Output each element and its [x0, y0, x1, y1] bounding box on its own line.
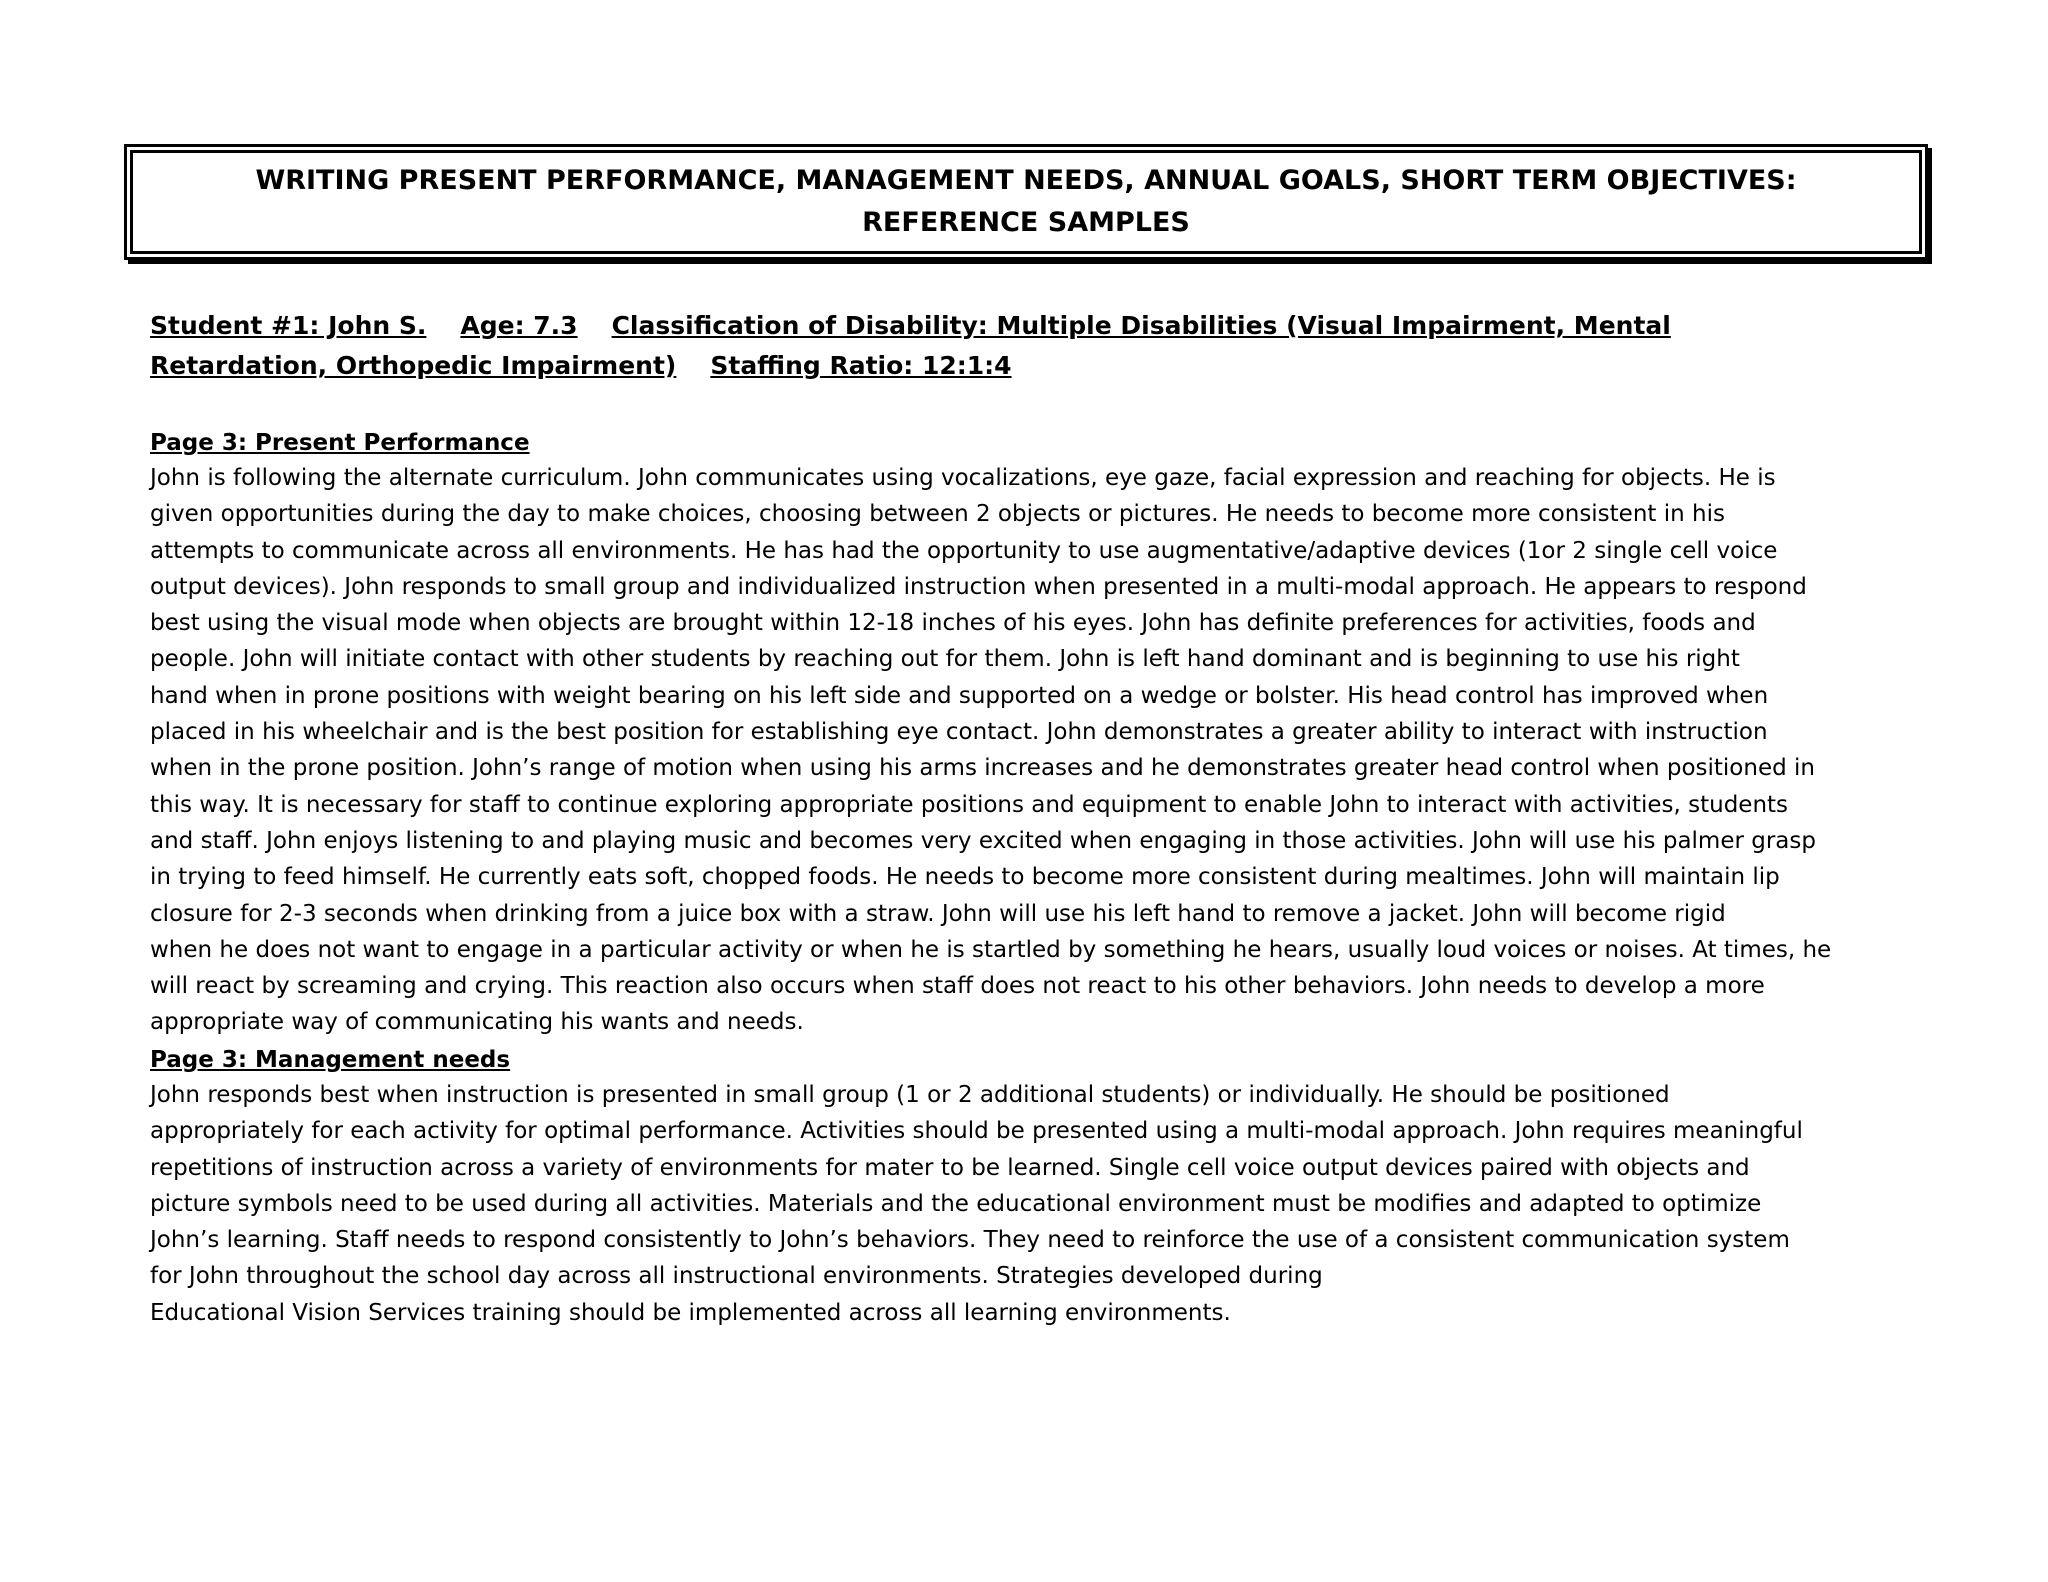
disability-classification: Classification of Disability: Multiple Disabilities (Visual Impairment, Mental	[611, 311, 1671, 340]
text-line: when in the prone position. John’s range of motion when using his arms increases and he demonstrates greater head control when positioned in	[150, 755, 1815, 782]
text-line: this way. It is necessary for staff to continue exploring appropriate positions and equipment to enable John to interact with activities, students	[150, 791, 1789, 818]
text-line: repetitions of instruction across a variety of environments for mater to be learned. Single cell voice output devices paired with objects and	[150, 1154, 1750, 1181]
management-needs-text	[150, 1077, 1910, 1331]
text-line: in trying to feed himself. He currently eats soft, chopped foods. He needs to become more consistent during mealtimes. John will maintain lip	[150, 864, 1780, 891]
student-info-header	[150, 306, 1890, 386]
text-line: given opportunities during the day to make choices, choosing between 2 objects or pictures. He needs to become more consistent in his	[150, 501, 1725, 528]
text-line: John’s learning. Staff needs to respond consistently to John’s behaviors. They need to reinforce the use of a consistent communication system	[150, 1227, 1790, 1254]
staffing-ratio: Staffing Ratio: 12:1:4	[710, 351, 1012, 380]
document-title-box	[130, 150, 1922, 254]
text-line: and staff. John enjoys listening to and playing music and becomes very excited when engaging in those activities. John will use his palmer grasp	[150, 827, 1816, 854]
present-performance-text	[150, 460, 1910, 1041]
management-needs-heading: Page 3: Management needs	[150, 1047, 511, 1073]
student-name: Student #1: John S.	[150, 311, 427, 340]
student-info-line-1	[150, 306, 1890, 346]
student-info-line-2	[150, 346, 1890, 386]
text-line: attempts to communicate across all environments. He has had the opportunity to use augmentative/adaptive devices (1or 2 single cell voice	[150, 537, 1778, 564]
text-line: best using the visual mode when objects are brought within 12-18 inches of his eyes. John has definite preferences for activities, foods and	[150, 610, 1756, 637]
text-line: John is following the alternate curriculum. John communicates using vocalizations, eye gaze, facial expression and reaching for objects. He is	[150, 465, 1776, 491]
disability-classification-cont: Retardation, Orthopedic Impairment)	[150, 351, 677, 380]
present-performance-heading: Page 3: Present Performance	[150, 430, 530, 456]
student-age: Age: 7.3	[460, 311, 578, 340]
text-line: John responds best when instruction is presented in small group (1 or 2 additional students) or individually. He should be positioned	[150, 1082, 1670, 1108]
text-line: appropriate way of communicating his wants and needs.	[150, 1009, 804, 1036]
text-line: appropriately for each activity for optimal performance. Activities should be presented using a multi-modal approach. John requires meaningful	[150, 1118, 1803, 1145]
text-line: Educational Vision Services training should be implemented across all learning environments.	[150, 1299, 1231, 1326]
text-line: closure for 2-3 seconds when drinking from a juice box with a straw. John will use his left hand to remove a jacket. John will become rigid	[150, 900, 1726, 927]
document-title-line-2: REFERENCE SAMPLES	[862, 207, 1190, 238]
text-line: will react by screaming and crying. This reaction also occurs when staff does not react to his other behaviors. John needs to develop a more	[150, 973, 1765, 1000]
text-line: people. John will initiate contact with other students by reaching out for them. John is left hand dominant and is beginning to use his right	[150, 646, 1740, 673]
text-line: hand when in prone positions with weight bearing on his left side and supported on a wedge or bolster. His head control has improved when	[150, 682, 1769, 709]
text-line: picture symbols need to be used during all activities. Materials and the educational environment must be modifies and adapted to optimize	[150, 1190, 1762, 1217]
text-line: placed in his wheelchair and is the best position for establishing eye contact. John demonstrates a greater ability to interact with instruction	[150, 719, 1768, 746]
text-line: when he does not want to engage in a particular activity or when he is startled by something he hears, usually loud voices or noises. At times, he	[150, 936, 1832, 963]
text-line: for John throughout the school day across all instructional environments. Strategies developed during	[150, 1263, 1323, 1290]
document-title-line-1: WRITING PRESENT PERFORMANCE, MANAGEMENT NEEDS, ANNUAL GOALS, SHORT TERM OBJECTIVES:	[255, 165, 1797, 196]
text-line: output devices). John responds to small group and individualized instruction when presented in a multi-modal approach. He appears to respond	[150, 573, 1807, 600]
